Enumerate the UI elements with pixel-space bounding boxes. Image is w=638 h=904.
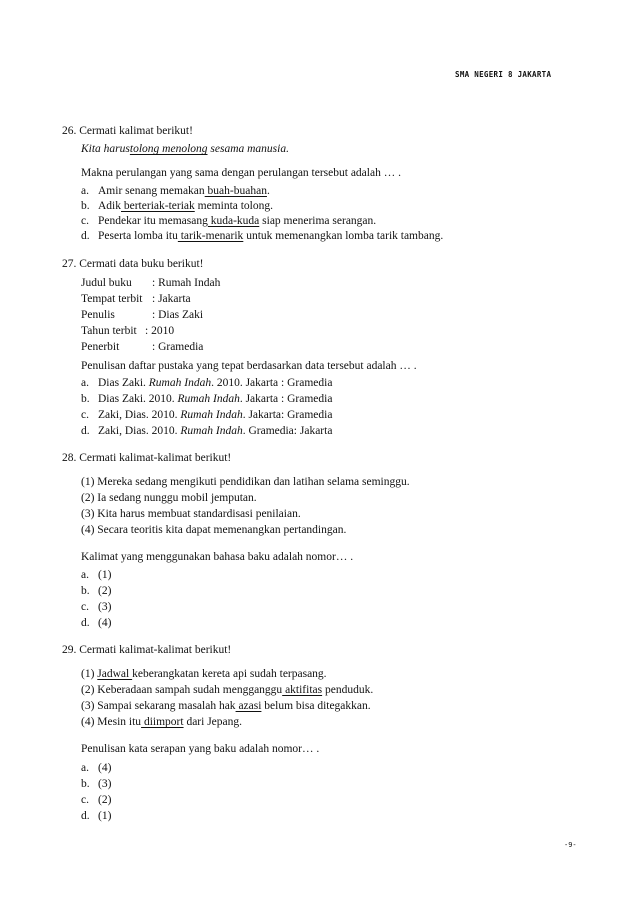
data-label: Judul buku (81, 277, 132, 289)
underlined-word: azasi (235, 700, 262, 712)
option-d (81, 425, 332, 437)
sentence-1: (1) Mereka sedang mengikuti pendidikan dan latihan selama seminggu. (81, 476, 410, 488)
underlined-word: buah-buahan (204, 185, 267, 197)
option-letter: d. (81, 617, 90, 629)
data-value: : Dias Zaki (152, 309, 204, 321)
book-data-row (81, 309, 203, 321)
option-letter: c. (81, 409, 89, 421)
sentence-text: (3) Sampai sekarang masalah hak (81, 700, 236, 712)
question-28-prompt: Kalimat yang menggunakan bahasa baku adalah nomor… . (81, 551, 354, 563)
underlined-word: tarik-menarik (177, 230, 244, 242)
underlined-word: Jadwal (97, 668, 133, 680)
question-28-title: 28. Cermati kalimat-kalimat berikut! (62, 452, 232, 464)
book-title-italic: Rumah Indah (177, 393, 240, 405)
underlined-word: aktifitas (282, 684, 323, 696)
book-title-italic: Rumah Indah (180, 409, 243, 421)
sentence-text: sesama manusia. (207, 143, 289, 155)
data-label: Penerbit (81, 341, 120, 353)
option-letter: a. (81, 377, 89, 389)
sentence-text: Kita harus (81, 143, 130, 155)
option-letter: c. (81, 215, 89, 227)
option-text: . (266, 185, 270, 197)
option-d (81, 810, 111, 822)
sentence-text: (1) (81, 668, 98, 680)
book-data-row (81, 277, 220, 289)
option-text: (3) (98, 601, 112, 613)
question-26-prompt: Makna perulangan yang sama dengan perulangan tersebut adalah … . (81, 167, 401, 179)
option-text: meminta tolong. (194, 200, 274, 212)
data-value: : Gramedia (152, 341, 204, 353)
option-b (81, 585, 111, 597)
option-letter: b. (81, 200, 90, 212)
option-letter: b. (81, 778, 90, 790)
option-text: (2) (98, 794, 112, 806)
book-data-row (81, 293, 191, 305)
data-value: : Rumah Indah (152, 277, 221, 289)
option-b (81, 778, 111, 790)
option-d (81, 617, 111, 629)
underlined-word: kuda-kuda (207, 215, 260, 227)
page-number: -9- (564, 841, 577, 849)
question-29-prompt: Penulisan kata serapan yang baku adalah nomor… . (81, 743, 320, 755)
sentence-text: dari Jepang. (183, 716, 243, 728)
question-27-title: 27. Cermati data buku berikut! (62, 258, 204, 270)
option-text: siap menerima serangan. (259, 215, 377, 227)
option-c (81, 215, 376, 227)
data-value: : 2010 (145, 325, 175, 337)
underlined-word: diimport (141, 716, 184, 728)
option-text: Peserta lomba itu (98, 230, 178, 242)
sentence-text: (4) Mesin itu (81, 716, 142, 728)
option-letter: d. (81, 425, 90, 437)
sentence-3 (81, 700, 371, 712)
option-text: . Gramedia: Jakarta (242, 425, 333, 437)
option-letter: d. (81, 230, 90, 242)
data-value: : Jakarta (152, 293, 191, 305)
option-text: Dias Zaki. (98, 377, 149, 389)
sentence-2: (2) Ia sedang nunggu mobil jemputan. (81, 492, 257, 504)
underlined-word: tolong menolong (129, 143, 208, 155)
option-text: Amir senang memakan (98, 185, 205, 197)
sentence-1 (81, 668, 327, 680)
sentence-text: belum bisa ditegakkan. (261, 700, 371, 712)
option-text: (1) (98, 569, 112, 581)
option-letter: b. (81, 393, 90, 405)
sentence-text: penduduk. (322, 684, 374, 696)
data-label: Tempat terbit (81, 293, 143, 305)
option-c (81, 409, 332, 421)
option-text: Dias Zaki. 2010. (98, 393, 178, 405)
option-letter: a. (81, 185, 89, 197)
option-text: (4) (98, 762, 112, 774)
data-label: Penulis (81, 309, 115, 321)
option-text: untuk memenangkan lomba tarik tambang. (243, 230, 444, 242)
question-26-title: 26. Cermati kalimat berikut! (62, 125, 193, 137)
option-text: . Jakarta : Gramedia (239, 393, 333, 405)
option-text: (3) (98, 778, 112, 790)
option-c (81, 794, 111, 806)
sentence-4: (4) Secara teoritis kita dapat memenangkan pertandingan. (81, 524, 347, 536)
option-letter: a. (81, 762, 89, 774)
sentence-4 (81, 716, 242, 728)
sentence-text: keberangkatan kereta api sudah terpasang. (132, 668, 327, 680)
option-letter: a. (81, 569, 89, 581)
book-title-italic: Rumah Indah (180, 425, 243, 437)
option-a (81, 185, 270, 197)
option-c (81, 601, 111, 613)
option-letter: d. (81, 810, 90, 822)
option-a (81, 762, 111, 774)
option-text: (4) (98, 617, 112, 629)
school-header: SMA NEGERI 8 JAKARTA (455, 70, 552, 79)
option-text: . 2010. Jakarta : Gramedia (211, 377, 333, 389)
option-text: Pendekar itu memasang (98, 215, 208, 227)
option-b (81, 200, 273, 212)
option-letter: c. (81, 794, 89, 806)
option-text: Adik (98, 200, 121, 212)
option-letter: c. (81, 601, 89, 613)
option-text: Zaki, Dias. 2010. (98, 409, 181, 421)
sentence-text: (2) Keberadaan sampah sudah mengganggu (81, 684, 283, 696)
book-data-row (81, 325, 174, 337)
option-d (81, 230, 443, 242)
question-29-title: 29. Cermati kalimat-kalimat berikut! (62, 644, 232, 656)
sentence-2 (81, 684, 373, 696)
underlined-word: berteriak-teriak (121, 200, 195, 212)
option-text: (2) (98, 585, 112, 597)
book-title-italic: Rumah Indah (148, 377, 212, 389)
option-b (81, 393, 332, 405)
option-letter: b. (81, 585, 90, 597)
question-26-sentence (81, 143, 289, 155)
option-a (81, 569, 111, 581)
question-27-prompt: Penulisan daftar pustaka yang tepat berdasarkan data tersebut adalah … . (81, 360, 417, 372)
option-text: (1) (98, 810, 112, 822)
sentence-3: (3) Kita harus membuat standardisasi penilaian. (81, 508, 301, 520)
book-data-row (81, 341, 203, 353)
option-text: . Jakarta: Gramedia (242, 409, 333, 421)
option-a (81, 377, 332, 389)
data-label: Tahun terbit (81, 325, 137, 337)
option-text: Zaki, Dias. 2010. (98, 425, 181, 437)
